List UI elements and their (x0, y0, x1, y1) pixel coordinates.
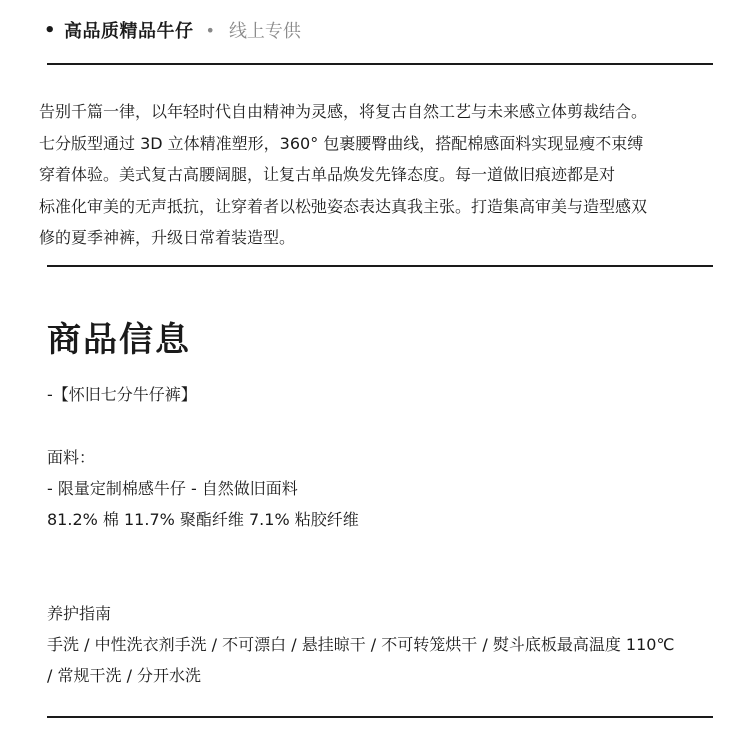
divider-middle (47, 265, 713, 267)
header (44, 14, 301, 46)
care-instructions-line1: 手洗 / 中性洗衣剂手洗 / 不可漂白 / 悬挂晾干 / 不可转笼烘干 / 熨斗底板最高温度 110℃ (47, 635, 675, 654)
divider-bottom (47, 716, 713, 718)
care-block (47, 598, 674, 691)
header-title: 高品质精品牛仔 (64, 21, 194, 42)
divider-top (47, 63, 713, 65)
fabric-composition: 81.2% 棉 11.7% 聚酯纤维 7.1% 粘胶纤维 (47, 510, 359, 529)
intro-line: 修的夏季神裤，升级日常着装造型。 (39, 228, 296, 247)
section-title: 商品信息 (47, 320, 191, 360)
header-bullet: • (44, 19, 56, 41)
intro-line: 标准化审美的无声抵抗，让穿着者以松弛姿态表达真我主张。打造集高审美与造型感双 (39, 196, 648, 216)
care-instructions-line2: / 常规干洗 / 分开水洗 (47, 666, 202, 685)
intro-line: 七分版型通过 3D 立体精准塑形，360° 包裹腰臀曲线，搭配棉感面料实现显瘦不束缚 (39, 133, 644, 153)
fabric-block (47, 442, 359, 535)
fabric-label: 面料： (47, 448, 96, 467)
intro-line: 告别千篇一律，以年轻时代自由精神为灵感，将复古自然工艺与未来感立体剪裁结合。 (39, 102, 648, 121)
product-name-block (47, 379, 197, 410)
header-separator: • (205, 20, 215, 40)
intro-paragraph (39, 96, 739, 254)
intro-line: 穿着体验。美式复古高腰阔腿，让复古单品焕发先锋态度。每一道做旧痕迹都是对 (39, 165, 616, 184)
fabric-description: - 限量定制棉感牛仔 - 自然做旧面料 (47, 479, 298, 498)
product-name: -【怀旧七分牛仔裤】 (47, 385, 197, 404)
care-label: 养护指南 (47, 604, 112, 623)
header-subtitle: 线上专供 (228, 21, 301, 42)
